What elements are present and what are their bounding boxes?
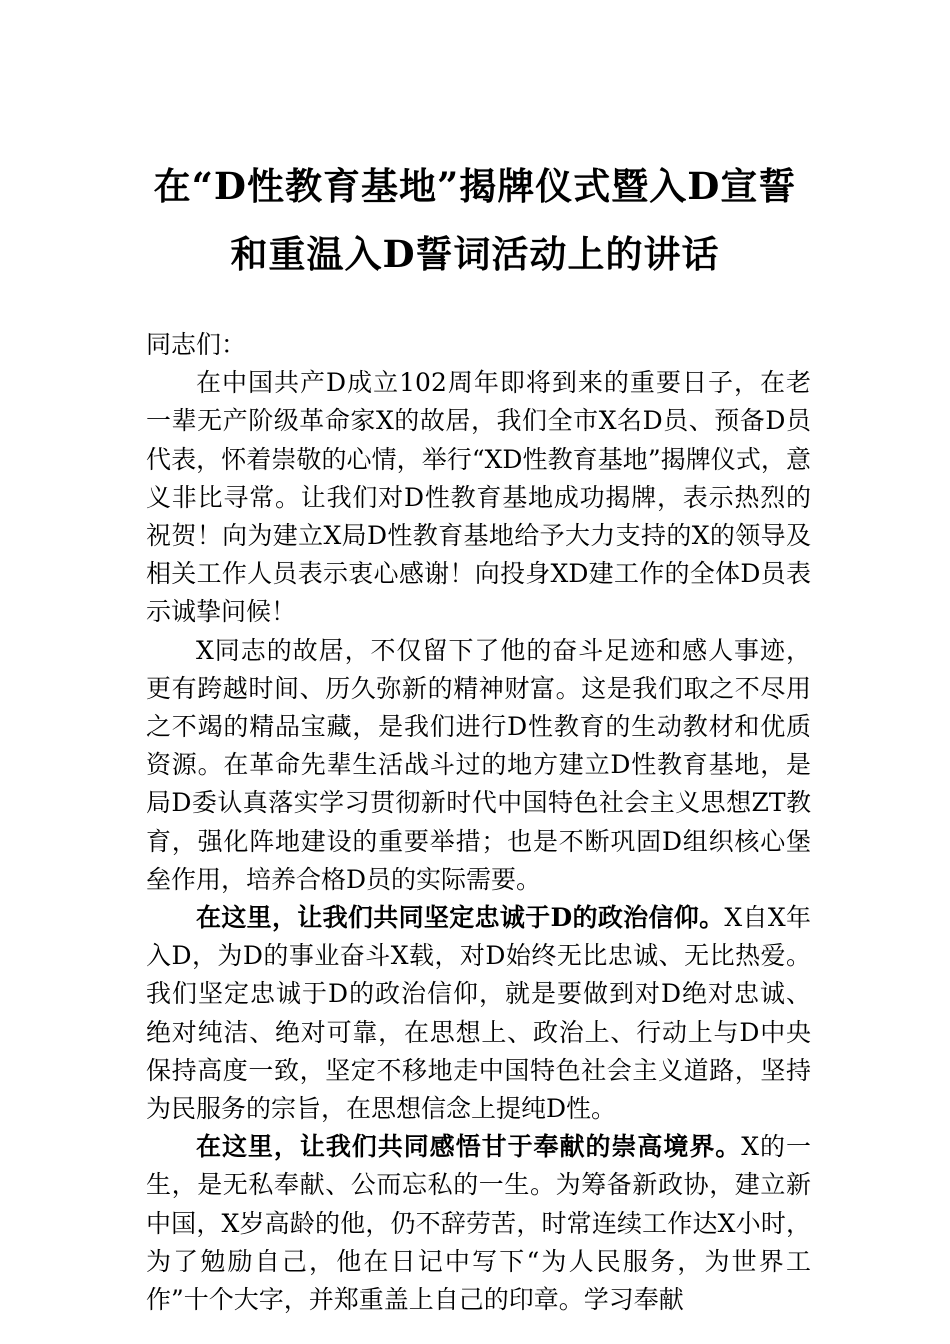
paragraph-1 xyxy=(146,364,811,631)
page-title-line-2: 和重温入D誓词活动上的讲话 xyxy=(230,232,720,276)
paragraph-text: X自X年入D，为D的事业奋斗X载，对D始终无比忠诚、无比热爱。我们坚定忠诚于D的政治信仰，就是要做到对D绝对忠诚、绝对纯洁、绝对可靠，在思想上、政治上、行动上与D中央保持高度一致，坚定不移地走中国特色社会主义道路，坚持为民服务的宗旨，在思想信念上提纯D性。 xyxy=(146,903,811,1124)
salutation: 同志们： xyxy=(146,330,247,359)
paragraph-2 xyxy=(146,632,811,899)
document-body xyxy=(146,326,811,1319)
paragraph-text: 在中国共产D成立102周年即将到来的重要日子，在老一辈无产阶级革命家X的故居，我们全市X名D员、预备D员代表，怀着崇敬的心情，举行“XD性教育基地”揭牌仪式，意义非比寻常。让我们对D性教育基地成功揭牌，表示热烈的祝贺！向为建立X局D性教育基地给予大力支持的X的领导及相关工作人员表示衷心感谢！向投身XD建工作的全体D员表示诚挚问候！ xyxy=(146,368,811,627)
paragraph-text: X的一生，是无私奉献、公而忘私的一生。为筹备新政协，建立新中国，X岁高龄的他，仍不辞劳苦，时常连续工作达X小时，为了勉励自己，他在日记中写下“为人民服务，为世界工作”十个大字，并郑重盖上自己的印章。学习奉献 xyxy=(146,1132,811,1315)
paragraph-4 xyxy=(146,1128,811,1319)
paragraph-lead-sentence: 在这里，让我们共同感悟甘于奉献的崇高境界。 xyxy=(196,1132,742,1162)
paragraph-text: X同志的故居，不仅留下了他的奋斗足迹和感人事迹，更有跨越时间、历久弥新的精神财富。这是我们取之不尽用之不竭的精品宝藏，是我们进行D性教育的生动教材和优质资源。在革命先辈生活战斗过的地方建立D性教育基地，是局D委认真落实学习贯彻新时代中国特色社会主义思想ZT教育，强化阵地建设的重要举措；也是不断巩固D组织核心堡垒作用，培养合格D员的实际需要。 xyxy=(146,635,811,894)
paragraph-lead-sentence: 在这里，让我们共同坚定忠诚于D的政治信仰。 xyxy=(196,903,725,933)
paragraph-3 xyxy=(146,899,811,1128)
page-title-line-1: 在“D性教育基地”揭牌仪式暨入D宣誓 xyxy=(153,164,797,208)
